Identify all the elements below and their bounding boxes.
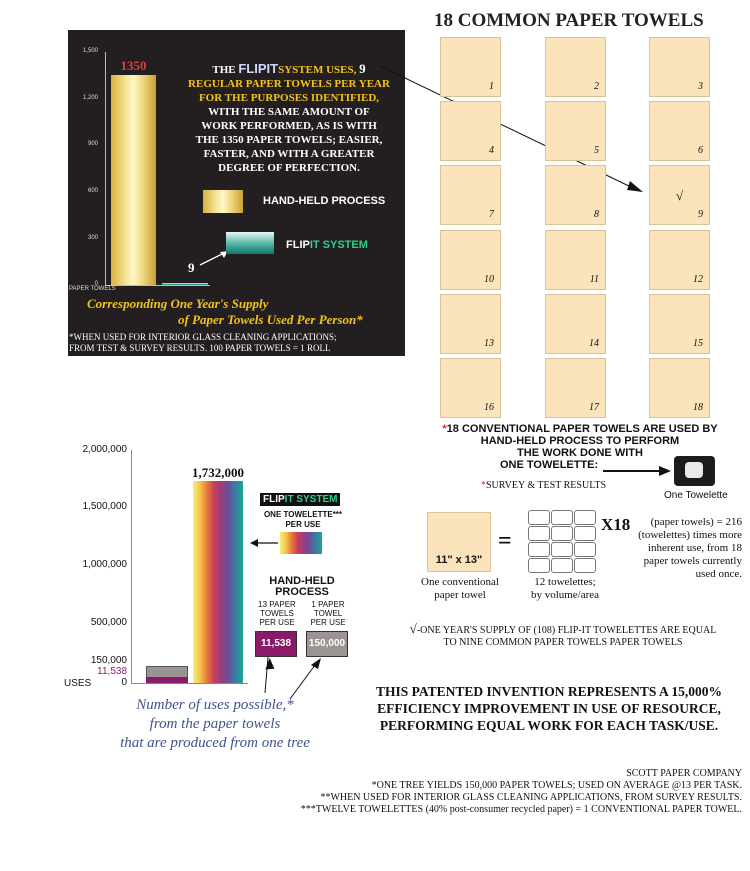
label-line: TOWEL	[313, 609, 343, 618]
desc-line: REGULAR PAPER TOWELS PER YEAR	[188, 78, 390, 90]
panel-caption	[68, 296, 405, 328]
towelette-cell	[551, 542, 573, 557]
caption-line: that are produced from one tree	[120, 735, 310, 751]
survey-star: *	[481, 480, 486, 491]
arrow-to-towel-9	[375, 60, 675, 200]
paper-towel	[440, 358, 501, 418]
paper-towel	[649, 101, 710, 161]
paper-towel	[440, 230, 501, 290]
logo-part: FLIP	[263, 494, 285, 505]
paper-towel	[545, 358, 606, 418]
one-towelette-per-use	[260, 510, 346, 530]
towelette-cell	[528, 542, 550, 557]
headline-line: EFFICIENCY IMPROVEMENT IN USE OF RESOURCE,	[377, 701, 721, 716]
caption-line: of Paper Towels Used Per Person*	[178, 312, 363, 327]
towelettes-label	[517, 576, 613, 602]
towel-number: 15	[693, 338, 703, 349]
tick-label: 0	[121, 677, 127, 688]
towel-number: 11	[589, 274, 599, 285]
bar-hand-held	[111, 75, 156, 285]
paper-towel	[440, 294, 501, 354]
check-line: TO NINE COMMON PAPER TOWELS PAPER TOWELS	[443, 637, 683, 648]
towelette-cell	[551, 526, 573, 541]
towel-number: 4	[489, 145, 494, 156]
towelette-cell	[551, 558, 573, 573]
towelette-cell	[574, 526, 596, 541]
footnote-line: *WHEN USED FOR INTERIOR GLASS CLEANING APPLICATIONS;	[69, 332, 337, 342]
paper-towel	[545, 37, 606, 97]
note-line: ONE TOWELETTE:	[500, 459, 599, 471]
13-per-use-label	[253, 600, 301, 627]
caption-line: Number of uses possible,*	[136, 697, 294, 713]
label-line: 1 PAPER	[311, 600, 345, 609]
caption-line: Corresponding One Year's Supply	[87, 296, 269, 311]
label-line: HAND-HELD	[269, 575, 335, 587]
towelette-cell	[528, 558, 550, 573]
desc-line: WITH THE SAME AMOUNT OF	[208, 106, 370, 118]
towel-number: 10	[484, 274, 494, 285]
towel-number: 14	[589, 338, 599, 349]
desc-line: FASTER, AND WITH A GREATER	[203, 148, 375, 160]
x-axis-label: PAPER TOWELS	[69, 286, 116, 292]
conventional-label	[405, 576, 515, 602]
bottom-y-axis	[131, 450, 132, 684]
towel-number: 16	[484, 402, 494, 413]
note-line	[430, 423, 730, 435]
bar-value-label: 1350	[120, 58, 147, 74]
survey-note	[481, 480, 606, 491]
desc-line: FOR THE PURPOSES IDENTIFIED,	[198, 92, 380, 104]
legend-label-hand: HAND-HELD PROCESS	[263, 195, 386, 207]
label-line: ONE TOWELETTE***	[263, 510, 343, 519]
ratio-line: paper towels currently	[643, 555, 742, 567]
logo-part: IT	[266, 61, 279, 76]
footer-line: *ONE TREE YIELDS 150,000 PAPER TOWELS; USED ON AVERAGE @13 PER TASK.	[371, 780, 742, 791]
tick-label-11538: 11,538	[97, 666, 127, 677]
towelette-icon	[674, 456, 715, 486]
bar-11538-purple	[146, 677, 188, 683]
tick-label: 600	[87, 188, 98, 194]
legend-flip-b: IT SYSTEM	[309, 239, 368, 251]
paper-towel	[545, 165, 606, 225]
tick-label: 1,500,000	[82, 501, 127, 512]
legend-swatch-hand	[203, 190, 243, 213]
tick-label: 150,000	[90, 655, 127, 666]
logo-part: IT SYSTEM	[284, 494, 338, 505]
towel-number: 17	[589, 402, 599, 413]
towel-number: 3	[698, 81, 703, 92]
paper-towel	[649, 294, 710, 354]
label-line: by volume/area	[530, 589, 600, 601]
y-axis-line	[105, 52, 106, 286]
label-line: TOWELS	[260, 609, 294, 618]
towel-number: 13	[484, 338, 494, 349]
x18-label: X18	[601, 515, 631, 534]
towel-number: 1	[489, 81, 494, 92]
note-line: HAND-HELD PROCESS TO PERFORM	[480, 435, 680, 447]
label-line: PROCESS	[275, 586, 329, 598]
paper-towel	[545, 101, 606, 161]
tick-label: 2,000,000	[82, 444, 127, 455]
flip-it-logo	[238, 61, 278, 76]
check-icon: √	[676, 188, 684, 203]
bottom-caption	[90, 696, 340, 753]
ratio-line: used once.	[695, 568, 742, 580]
label-line: One conventional	[421, 576, 499, 588]
uses-label: USES	[64, 678, 92, 689]
towelette-cell	[574, 510, 596, 525]
flip-it-system-logo	[260, 493, 340, 506]
label-line: PER USE	[310, 618, 346, 627]
desc-line: WORK PERFORMED, AS IS WITH	[201, 120, 377, 132]
tick-label: 300	[87, 235, 98, 241]
towelette-cell	[528, 510, 550, 525]
label-line: 12 towelettes;	[534, 576, 596, 588]
tick-label: 500,000	[90, 617, 127, 628]
footer-line: SCOTT PAPER COMPANY	[626, 768, 742, 779]
panel-footnote	[69, 332, 405, 354]
bar-flip-it	[162, 283, 208, 285]
tick-label: 900	[87, 141, 98, 147]
legend-flip-a: FLIP	[286, 239, 310, 251]
1-per-use-label	[304, 600, 352, 627]
towels-title: 18 COMMON PAPER TOWELS	[434, 10, 704, 31]
towel-number: 5	[594, 145, 599, 156]
label-line: paper towel	[434, 589, 486, 601]
check-text: -ONE YEAR'S SUPPLY OF (108) FLIP-IT TOWELETTES ARE EQUAL	[416, 625, 717, 636]
desc-uses: SYSTEM USES,	[278, 64, 357, 76]
towelette-cell	[574, 542, 596, 557]
towel-number: 8	[594, 209, 599, 220]
footer-line: ***TWELVE TOWELETTES (40% post-consumer recycled paper) = 1 CONVENTIONAL PAPER TOWEL.	[300, 804, 742, 815]
note-text: 18 CONVENTIONAL PAPER TOWELS ARE USED BY	[446, 423, 718, 435]
conventional-towel	[427, 512, 491, 572]
ratio-line: (paper towels) = 216	[650, 516, 742, 528]
paper-towel	[440, 37, 501, 97]
ratio-line: inherent use, from 18	[647, 542, 742, 554]
tick-label: 1,000,000	[82, 559, 127, 570]
check-icon: √	[409, 621, 417, 636]
tick-label: 1,200	[82, 95, 98, 101]
towel-number: 7	[489, 209, 494, 220]
towelette-cell	[574, 558, 596, 573]
bar-1732000	[193, 481, 243, 683]
paper-towel	[649, 230, 710, 290]
note-star: *	[442, 423, 447, 435]
desc-line: THE 1350 PAPER TOWELS; EASIER,	[195, 134, 383, 146]
towelette-cell	[551, 510, 573, 525]
caption-line: from the paper towels	[149, 716, 281, 732]
paper-towel	[649, 165, 710, 225]
label-line: PER USE	[285, 520, 321, 529]
headline-line: THIS PATENTED INVENTION REPRESENTS A 15,000%	[375, 684, 723, 699]
legend-swatch-flip	[226, 232, 274, 254]
ratio-line: (towelettes) times more	[638, 529, 742, 541]
headline-line: PERFORMING EQUAL WORK FOR EACH TASK/USE.	[379, 718, 719, 733]
paper-towel	[545, 294, 606, 354]
one-towelette-label: One Towelette	[664, 490, 728, 501]
arrow-icon	[248, 536, 280, 550]
box-11538: 11,538	[255, 631, 297, 657]
description-text	[176, 62, 402, 175]
paper-towel	[545, 230, 606, 290]
towelette-cell	[528, 526, 550, 541]
towel-number: 12	[693, 274, 703, 285]
x-axis-line	[105, 285, 210, 286]
footer-line: **WHEN USED FOR INTERIOR GLASS CLEANING APPLICATIONS, FROM SURVEY RESULTS.	[320, 792, 742, 803]
label-line: PER USE	[259, 618, 295, 627]
arrow-to-towelette	[601, 463, 673, 479]
flip-value-label: 9	[188, 260, 195, 275]
survey-text: SURVEY & TEST RESULTS	[486, 480, 607, 491]
towel-number: 6	[698, 145, 703, 156]
hand-held-label	[262, 576, 342, 598]
label-line: 13 PAPER	[258, 600, 296, 609]
check-line	[388, 623, 738, 637]
desc-the: THE	[212, 64, 236, 76]
legend-label-flip	[286, 239, 368, 251]
footer	[160, 768, 742, 816]
top-chart-panel	[68, 30, 405, 356]
ratio-text	[612, 516, 742, 581]
tick-label: 1,500	[82, 48, 98, 54]
bar-value-label: 1,732,000	[192, 465, 244, 481]
check-note	[388, 623, 738, 649]
box-150000: 150,000	[306, 631, 348, 657]
desc-line: DEGREE OF PERFECTION.	[218, 162, 360, 174]
towel-size-label: 11" x 13"	[435, 554, 483, 566]
towel-number: 2	[594, 81, 599, 92]
towel-number: 9	[698, 209, 703, 220]
equals-sign: =	[498, 528, 512, 554]
towelette-swatch	[280, 532, 322, 554]
towel-number: 18	[693, 402, 703, 413]
note-line: THE WORK DONE WITH	[517, 447, 643, 459]
paper-towel	[649, 37, 710, 97]
footnote-line: FROM TEST & SURVEY RESULTS. 100 PAPER TOWELS = 1 ROLL	[69, 343, 331, 353]
towelette-grid	[528, 510, 598, 574]
logo-part: FLIP	[238, 61, 267, 76]
paper-towel	[440, 101, 501, 161]
headline	[358, 683, 740, 734]
desc-uses-n: 9	[359, 61, 366, 76]
paper-towel	[649, 358, 710, 418]
towelette-inner	[685, 462, 703, 478]
tick-label: 0	[94, 281, 98, 287]
paper-towel	[440, 165, 501, 225]
